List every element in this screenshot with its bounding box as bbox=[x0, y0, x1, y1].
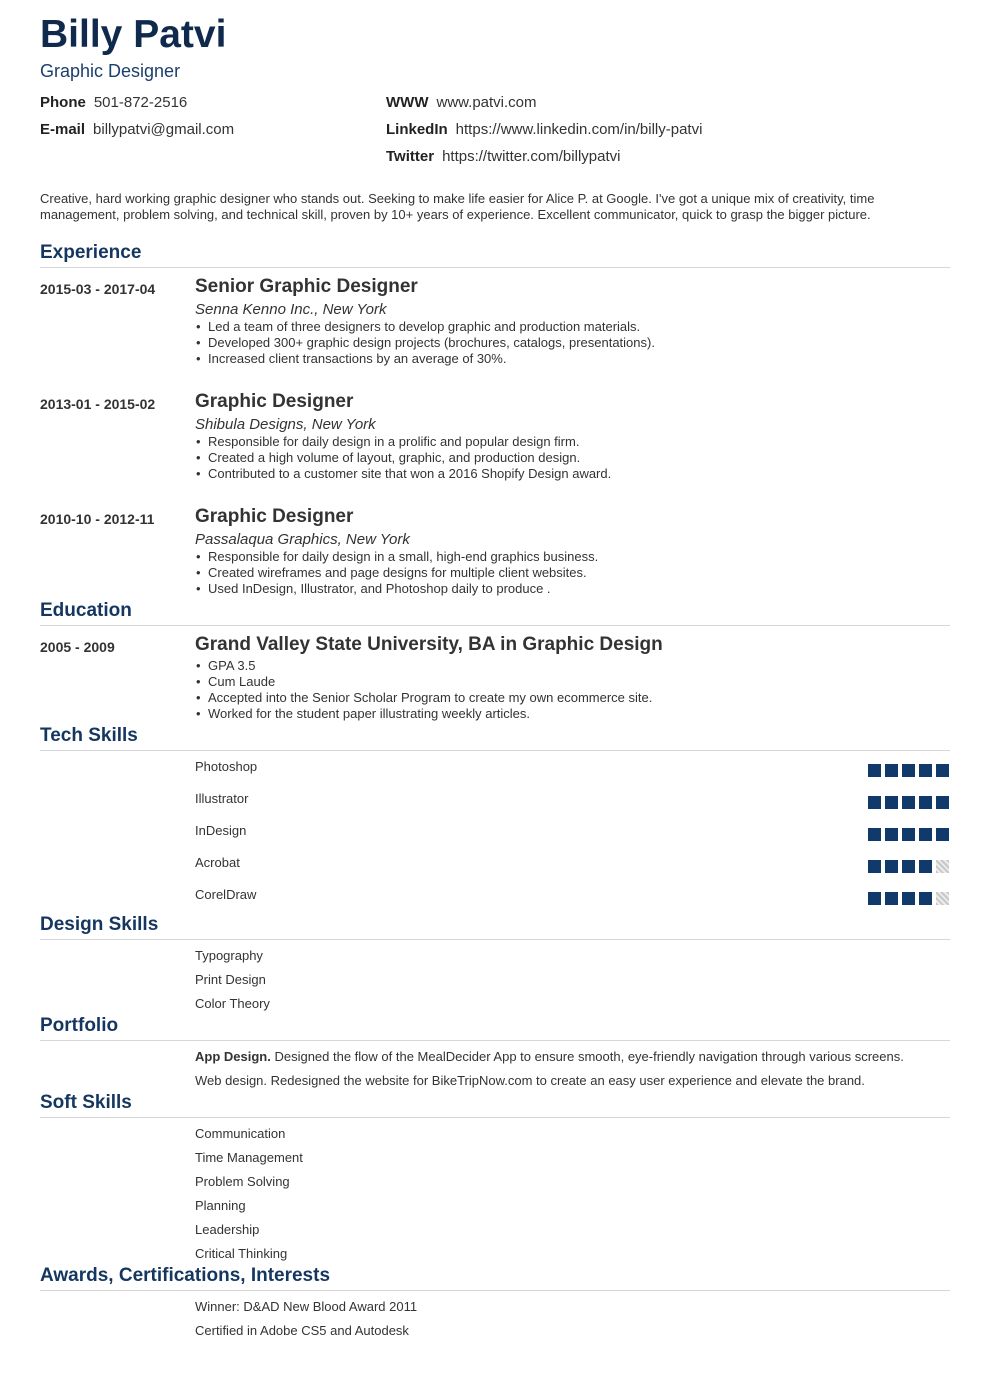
contact-value[interactable]: www.patvi.com bbox=[436, 94, 537, 111]
award-item: Certified in Adobe CS5 and Autodesk bbox=[195, 1323, 409, 1338]
list-item: • Responsible for daily design in a prolific and popular design firm. bbox=[195, 434, 611, 450]
contact-label: Phone bbox=[40, 94, 86, 111]
rating-square-filled bbox=[868, 892, 881, 905]
rating-square-filled bbox=[885, 764, 898, 777]
skill-rating bbox=[868, 860, 950, 873]
contact-value[interactable]: https://www.linkedin.com/in/billy-patvi bbox=[455, 121, 703, 138]
section-tech-skills bbox=[40, 724, 950, 751]
award-item: Winner: D&AD New Blood Award 2011 bbox=[195, 1299, 418, 1314]
contact-value[interactable]: billypatvi@gmail.com bbox=[93, 121, 235, 138]
section-experience bbox=[40, 241, 950, 268]
section-soft-skills bbox=[40, 1091, 950, 1118]
education-bullets bbox=[195, 658, 652, 722]
rating-square-filled bbox=[885, 828, 898, 841]
soft-skill: Communication bbox=[195, 1126, 286, 1141]
education-title: Grand Valley State University, BA in Graphic Design bbox=[195, 634, 663, 655]
portfolio-item-text: Web design. Redesigned the website for BikeTripNow.com to create an easy user experience and elevate the brand. bbox=[195, 1073, 865, 1088]
list-item: • Created a high volume of layout, graphic, and production design. bbox=[195, 450, 611, 466]
rating-square-filled bbox=[885, 796, 898, 809]
contact-label: LinkedIn bbox=[386, 121, 448, 138]
job-dates: 2013-01 - 2015-02 bbox=[40, 396, 156, 412]
list-item: • Created wireframes and page designs for multiple client websites. bbox=[195, 565, 598, 581]
section-portfolio bbox=[40, 1014, 950, 1041]
job-bullets bbox=[195, 549, 598, 597]
summary-text: Creative, hard working graphic designer who stands out. Seeking to make life easier for Alice P. at Google. I've got a unique mix of creativity, time management, problem solving, and technical skill, proven by 10+ years of experience. Excellent communicator, quick to grasp the bigger picture. bbox=[40, 191, 875, 222]
rating-square-filled bbox=[868, 828, 881, 841]
contact-phone bbox=[40, 94, 187, 112]
tech-skill-name: Acrobat bbox=[195, 855, 240, 870]
rating-square-filled bbox=[885, 892, 898, 905]
rating-square-filled bbox=[902, 892, 915, 905]
section-heading: Tech Skills bbox=[40, 725, 138, 746]
section-heading: Portfolio bbox=[40, 1015, 119, 1036]
section-heading: Design Skills bbox=[40, 914, 159, 935]
section-heading: Education bbox=[40, 600, 132, 621]
list-item: • Led a team of three designers to develop graphic and production materials. bbox=[195, 319, 655, 335]
rating-square-filled bbox=[919, 860, 932, 873]
candidate-name: Billy Patvi bbox=[40, 13, 227, 56]
design-skill: Typography bbox=[195, 948, 263, 963]
contact-label: WWW bbox=[386, 94, 429, 111]
list-item: • Accepted into the Senior Scholar Program to create my own ecommerce site. bbox=[195, 690, 652, 706]
rating-square-empty bbox=[936, 860, 949, 873]
rating-square-filled bbox=[902, 828, 915, 841]
rating-square-empty bbox=[936, 892, 949, 905]
rating-square-filled bbox=[936, 796, 949, 809]
portfolio-item bbox=[195, 1073, 865, 1089]
section-design-skills bbox=[40, 913, 950, 940]
job-bullets bbox=[195, 319, 655, 367]
soft-skill: Problem Solving bbox=[195, 1174, 290, 1189]
list-item: • Developed 300+ graphic design projects (brochures, catalogs, presentations). bbox=[195, 335, 655, 351]
section-heading: Awards, Certifications, Interests bbox=[40, 1265, 331, 1286]
skill-rating bbox=[868, 892, 950, 905]
list-item: • Used InDesign, Illustrator, and Photoshop daily to produce . bbox=[195, 581, 598, 597]
soft-skill: Critical Thinking bbox=[195, 1246, 288, 1261]
rating-square-filled bbox=[868, 764, 881, 777]
design-skill: Print Design bbox=[195, 972, 266, 987]
job-title: Graphic Designer bbox=[195, 391, 354, 412]
list-item: • Increased client transactions by an average of 30%. bbox=[195, 351, 655, 367]
contact-email bbox=[40, 121, 234, 139]
job-title: Graphic Designer bbox=[195, 506, 354, 527]
rating-square-filled bbox=[885, 860, 898, 873]
rating-square-filled bbox=[902, 860, 915, 873]
section-heading: Experience bbox=[40, 242, 142, 263]
rating-square-filled bbox=[902, 796, 915, 809]
soft-skill: Planning bbox=[195, 1198, 246, 1213]
contact-label: E-mail bbox=[40, 121, 86, 138]
contact-twitter bbox=[386, 148, 620, 166]
list-item: • Cum Laude bbox=[195, 674, 652, 690]
rating-square-filled bbox=[936, 764, 949, 777]
contact-value[interactable]: 501-872-2516 bbox=[93, 94, 188, 111]
skill-rating bbox=[868, 796, 950, 809]
job-dates: 2010-10 - 2012-11 bbox=[40, 511, 155, 527]
section-education bbox=[40, 599, 950, 626]
tech-skill-name: CorelDraw bbox=[195, 887, 257, 902]
rating-square-filled bbox=[919, 892, 932, 905]
list-item: • Contributed to a customer site that won a 2016 Shopify Design award. bbox=[195, 466, 611, 482]
list-item: • Worked for the student paper illustrating weekly articles. bbox=[195, 706, 652, 722]
design-skill: Color Theory bbox=[195, 996, 270, 1011]
skill-rating bbox=[868, 828, 950, 841]
rating-square-filled bbox=[868, 860, 881, 873]
candidate-title: Graphic Designer bbox=[40, 61, 181, 81]
rating-square-filled bbox=[919, 764, 932, 777]
tech-skill-name: Photoshop bbox=[195, 759, 258, 774]
tech-skill-name: InDesign bbox=[195, 823, 247, 838]
portfolio-item bbox=[195, 1049, 904, 1065]
portfolio-item-title: App Design. bbox=[195, 1049, 271, 1064]
contact-www bbox=[386, 94, 537, 112]
job-company: Passalaqua Graphics, New York bbox=[195, 531, 410, 548]
list-item: • Responsible for daily design in a small, high-end graphics business. bbox=[195, 549, 598, 565]
rating-square-filled bbox=[919, 796, 932, 809]
job-bullets bbox=[195, 434, 611, 482]
job-dates: 2015-03 - 2017-04 bbox=[40, 281, 156, 297]
job-company: Senna Kenno Inc., New York bbox=[195, 301, 387, 318]
rating-square-filled bbox=[919, 828, 932, 841]
soft-skill: Leadership bbox=[195, 1222, 260, 1237]
contact-value[interactable]: https://twitter.com/billypatvi bbox=[442, 148, 621, 165]
soft-skill: Time Management bbox=[195, 1150, 303, 1165]
contact-linkedin bbox=[386, 121, 702, 139]
job-company: Shibula Designs, New York bbox=[195, 416, 376, 433]
section-heading: Soft Skills bbox=[40, 1092, 132, 1113]
rating-square-filled bbox=[902, 764, 915, 777]
rating-square-filled bbox=[868, 796, 881, 809]
education-dates: 2005 - 2009 bbox=[40, 639, 115, 655]
tech-skill-name: Illustrator bbox=[195, 791, 249, 806]
contact-label: Twitter bbox=[386, 148, 435, 165]
list-item: • GPA 3.5 bbox=[195, 658, 652, 674]
portfolio-item-text: Designed the flow of the MealDecider App to ensure smooth, eye-friendly navigation through various screens. bbox=[270, 1049, 904, 1064]
section-awards bbox=[40, 1264, 950, 1291]
job-title: Senior Graphic Designer bbox=[195, 276, 418, 297]
skill-rating bbox=[868, 764, 950, 777]
rating-square-filled bbox=[936, 828, 949, 841]
